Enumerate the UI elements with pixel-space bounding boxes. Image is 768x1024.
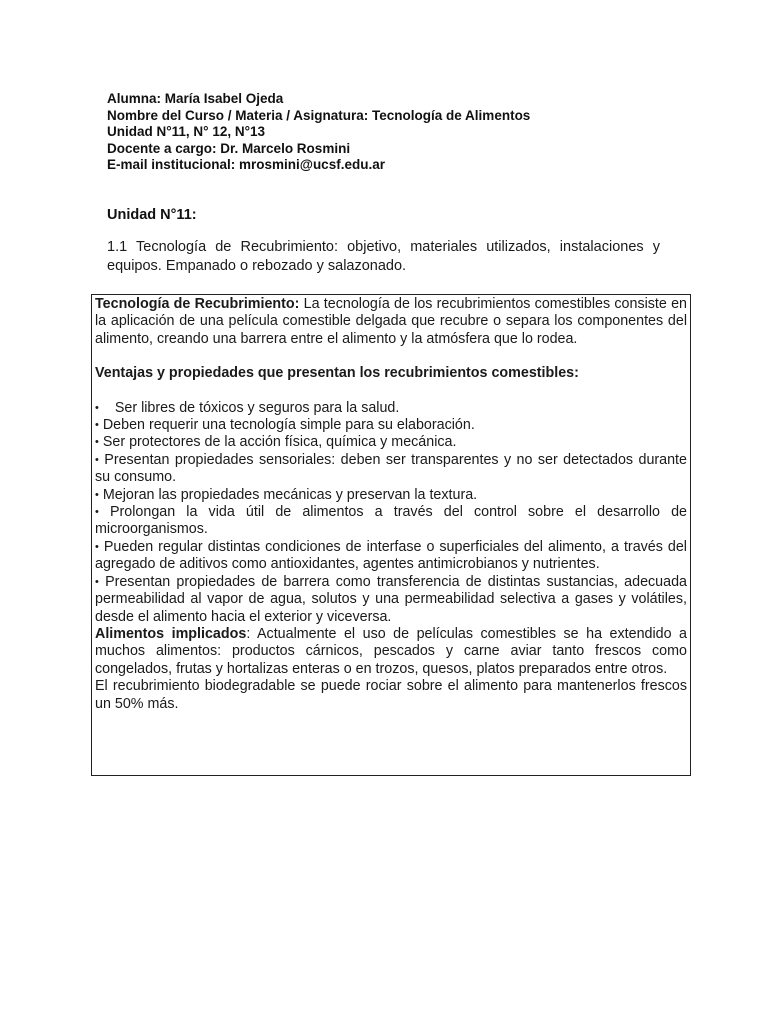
list-item-text: Pueden regular distintas condiciones de interfase o superficiales del alimento, a través del agregado de aditivos como antioxidantes, agentes antimicrobianos y nutrientes. [95,538,687,573]
list-item-text: Mejoran las propiedades mecánicas y preservan la textura. [102,486,478,503]
bullet-icon: • [95,488,99,501]
advantages-list [95,400,687,626]
list-item [95,434,687,451]
list-item [95,452,687,487]
list-item-text: Deben requerir una tecnología simple para su elaboración. [102,417,475,434]
list-item [95,539,687,574]
unit-topic: 1.1 Tecnología de Recubrimiento: objetivo, materiales utilizados, instalaciones y equipos. Empanado o rebozado y salazonado. [107,239,660,274]
list-item-text: Presentan propiedades de barrera como transferencia de distintas sustancias, adecuada permeabilidad al vapor de agua, solutos y una permeabilidad selectiva a gases y volátiles, desde el alimento hacia el exterior y viceversa. [95,573,687,625]
advantages-heading: Ventajas y propiedades que presentan los recubrimientos comestibles: [95,365,579,382]
content-box [91,294,691,776]
foods-paragraph [95,626,687,678]
document-header [107,91,667,174]
bullet-icon: • [95,419,99,432]
student-name: Alumna: María Isabel Ojeda [107,91,284,106]
bullet-icon: • [95,575,99,588]
intro-term: Tecnología de Recubrimiento: [95,296,300,312]
content-box-text [95,296,687,713]
units-line: Unidad N°11, N° 12, N°13 [107,124,265,139]
list-item-text: Prolongan la vida útil de alimentos a través del control sobre el desarrollo de microorganismos. [95,504,687,538]
intro-text: La tecnología de los recubrimientos comestibles consiste en la aplicación de una película comestible delgada que recubre o separa los componentes del alimento, creando una barrera entre el alimento y la atmósfera que lo rodea. [95,296,687,347]
bullet-icon: • [95,436,99,449]
list-item-text: Ser libres de tóxicos y seguros para la salud. [114,399,400,416]
foods-term: Alimentos implicados [95,625,247,642]
institutional-email: E-mail institucional: mrosmini@ucsf.edu.ar [107,157,385,172]
list-item [95,487,687,504]
unit-title: Unidad N°11: [107,207,197,223]
bullet-icon: • [95,453,99,466]
bullet-icon: • [95,506,99,519]
list-item [95,574,687,626]
list-item [95,504,687,539]
foods-text: : Actualmente el uso de películas comestibles se ha extendido a muchos alimentos: productos cárnicos, pescados y carne aviar tanto frescos como congelados, frutas y hortalizas enteras o en trozos, quesos, platos preparados entre otros. [95,625,688,677]
bullet-icon: • [95,401,99,414]
teacher-name: Docente a cargo: Dr. Marcelo Rosmini [107,140,351,156]
closing-paragraph: El recubrimiento biodegradable se puede rociar sobre el alimento para mantenerlos frescos un 50% más. [95,678,687,712]
course-name: Nombre del Curso / Materia / Asignatura: Tecnología de Alimentos [107,107,531,123]
bullet-icon: • [95,540,99,553]
intro-paragraph [95,296,687,348]
list-item [95,400,687,417]
list-item-text: Presentan propiedades sensoriales: deben ser transparentes y no ser detectados durante su consumo. [95,451,687,486]
list-item [95,417,687,434]
list-item-text: Ser protectores de la acción física, química y mecánica. [102,434,457,451]
